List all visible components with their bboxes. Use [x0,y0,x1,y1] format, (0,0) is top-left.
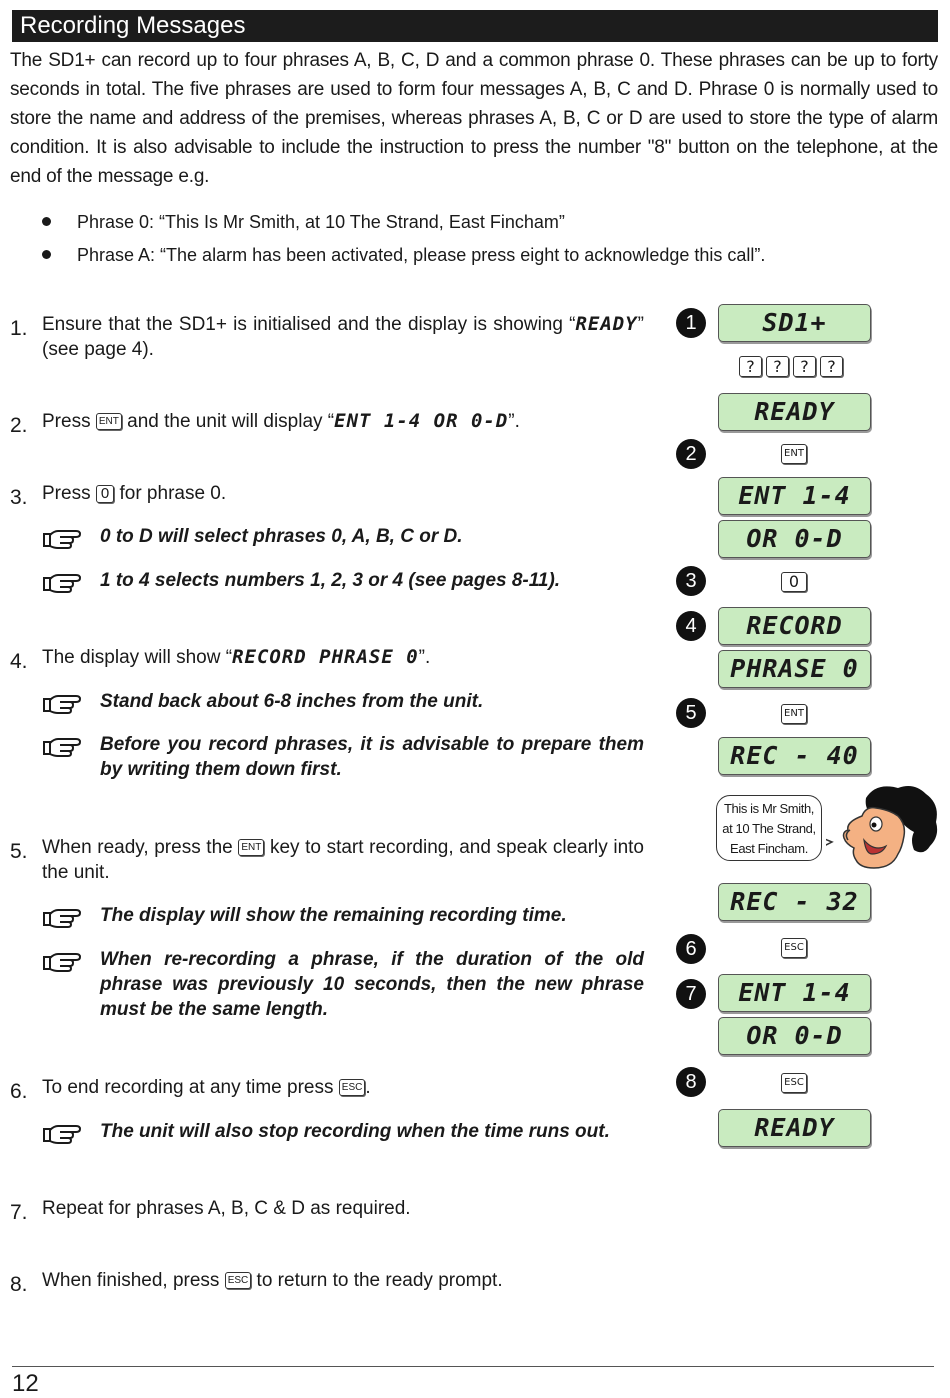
sequence-number-2: 2 [676,439,706,469]
pointing-hand-icon [42,526,84,550]
pointing-hand-icon [42,691,84,715]
step-text: Press [42,483,91,504]
pointing-hand-icon [42,905,84,929]
step-text: for phrase 0. [119,483,227,504]
step-number: 6. [10,1080,28,1103]
step-text: key to start recording, and speak clearly into the unit. [42,837,644,883]
note-text: Stand back about 6-8 inches from the unit. [100,691,484,712]
lcd-display: SD1+ [718,304,871,342]
note [42,732,644,782]
footer-divider [12,1366,934,1367]
bullet-text: Phrase 0: “This Is Mr Smith, at 10 The Strand, East Fincham” [77,212,565,232]
step-2 [10,409,644,437]
ent-key-icon: ENT [96,413,122,430]
zero-key-icon: 0 [96,485,114,503]
step-text: ”. [418,647,431,668]
lcd-display: ENT 1-4 [718,974,871,1012]
speaking-man-icon [826,786,938,876]
question-key-icon: ? [820,356,843,377]
note [42,524,644,549]
lcd-display: REC - 32 [718,883,871,921]
note [42,568,644,593]
unknown-keys [739,356,843,377]
pointing-hand-icon [42,949,84,973]
note-text: 0 to D will select phrases 0, A, B, C or D. [100,526,463,547]
zero-key-icon: 0 [781,572,807,592]
speech-line: This is Mr Smith, [724,801,814,816]
ent-key-icon: ENT [238,839,264,856]
bullet-dot-icon [42,217,51,226]
step-5 [10,835,644,885]
step-6 [10,1075,644,1103]
note-text: The unit will also stop recording when the time runs out. [100,1121,610,1142]
sequence-number-7: 7 [676,979,706,1009]
bullet-dot-icon [42,250,51,259]
step-text: to return to the ready prompt. [256,1270,503,1291]
note [42,1119,644,1144]
speech-line: East Fincham. [730,841,808,856]
lcd-display: READY [718,393,871,431]
step-text: . [365,1077,371,1098]
step-text: Ensure that the SD1+ is initialised and the display is showing “ [42,314,576,335]
lcd-text-inline: READY [575,313,638,335]
lcd-display: REC - 40 [718,737,871,775]
question-key-icon: ? [793,356,816,377]
step-text: The display will show “ [42,647,233,668]
esc-key-icon: ESC [225,1272,252,1289]
step-8 [10,1268,644,1296]
bullet-text: Phrase A: “The alarm has been activated, please press eight to acknowledge this call”. [77,245,766,265]
bullet-item [42,212,565,233]
sequence-number-1: 1 [676,308,706,338]
step-text: To end recording at any time press [42,1077,334,1098]
step-number: 5. [10,840,28,863]
speech-line: at 10 The Strand, [722,821,816,836]
lcd-display: READY [718,1109,871,1147]
lcd-text-inline: ENT 1-4 OR 0-D [334,410,509,432]
note-text: The display will show the remaining recording time. [100,905,567,926]
note-text: Before you record phrases, it is advisable to prepare them by writing them down first. [100,734,644,780]
esc-key-icon: ESC [339,1079,366,1096]
step-text: Press [42,411,91,432]
lcd-text-inline: RECORD PHRASE 0 [232,646,419,668]
lcd-display: OR 0-D [718,1017,871,1055]
bullet-item [42,245,765,266]
esc-key-icon: ESC [781,938,807,958]
ent-key-icon: ENT [781,444,807,464]
step-number: 1. [10,317,28,340]
step-text: When ready, press the [42,837,233,858]
pointing-hand-icon [42,570,84,594]
page-number: 12 [12,1370,39,1397]
lcd-display: PHRASE 0 [718,650,871,688]
step-text: ” (see page 4). [42,314,644,360]
note-text: When re-recording a phrase, if the duration of the old phrase was previously 10 seconds, then the new phrase must be the same length. [100,949,644,1020]
step-text: When finished, press [42,1270,220,1291]
step-number: 4. [10,650,28,673]
intro-paragraph: The SD1+ can record up to four phrases A, B, C, D and a common phrase 0. These phrases can be up to forty seconds in total. The five phrases are used to form four messages A, B, C and D. Phrase 0 is normally used to store the name and address of the premises, whereas phrases A, B, C or D are used to store the type of alarm condition. It is also advisable to include the instruction to press the number "8" button on the telephone, at the end of the message e.g. [10,50,938,187]
question-key-icon: ? [739,356,762,377]
lcd-display: RECORD [718,607,871,645]
sequence-number-3: 3 [676,566,706,596]
note [42,947,644,1022]
pointing-hand-icon [42,1121,84,1145]
note [42,903,644,928]
step-text: and the unit will display “ [127,411,335,432]
page-title: Recording Messages [12,10,938,42]
step-number: 3. [10,486,28,509]
sequence-number-5: 5 [676,698,706,728]
pointing-hand-icon [42,734,84,758]
speech-bubble [716,795,822,861]
step-number: 2. [10,414,28,437]
step-number: 8. [10,1273,28,1296]
step-4 [10,645,644,673]
lcd-display: ENT 1-4 [718,477,871,515]
esc-key-icon: ESC [781,1073,807,1093]
step-text: Repeat for phrases A, B, C & D as required. [42,1198,411,1219]
step-number: 7. [10,1201,28,1224]
sequence-number-8: 8 [676,1067,706,1097]
note-text: 1 to 4 selects numbers 1, 2, 3 or 4 (see pages 8-11). [100,570,561,591]
step-7 [10,1196,644,1224]
sequence-number-4: 4 [676,611,706,641]
step-3 [10,481,644,509]
step-text: ”. [508,411,520,432]
step-1 [10,312,644,362]
question-key-icon: ? [766,356,789,377]
ent-key-icon: ENT [781,704,807,724]
note [42,689,644,714]
lcd-display: OR 0-D [718,520,871,558]
sequence-number-6: 6 [676,934,706,964]
